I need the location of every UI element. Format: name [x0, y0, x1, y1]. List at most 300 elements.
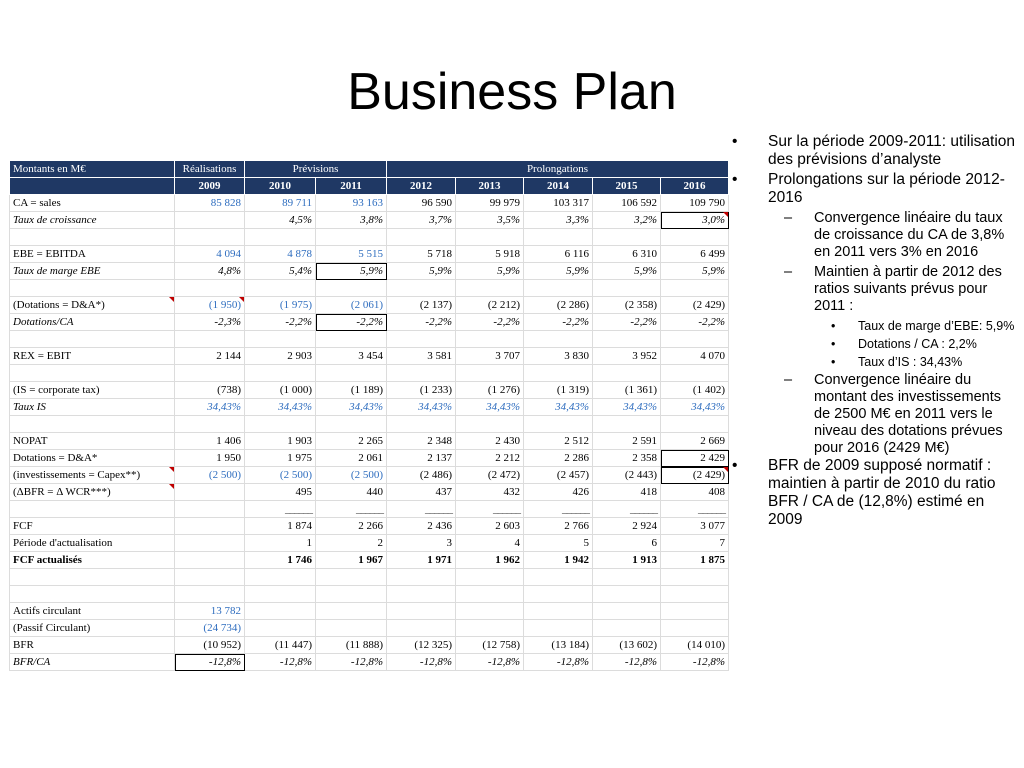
table-row — [10, 467, 729, 484]
table-cell: 1 971 — [387, 552, 456, 569]
row-label — [10, 280, 175, 297]
table-cell — [593, 365, 661, 382]
table-cell — [245, 586, 316, 603]
table-cell: 85 828 — [175, 195, 245, 212]
table-row — [10, 603, 729, 620]
table-cell: 3 952 — [593, 348, 661, 365]
table-cell: -2,2% — [593, 314, 661, 331]
table-cell: 6 116 — [524, 246, 593, 263]
table-cell: 437 — [387, 484, 456, 501]
row-label: Taux de croissance — [10, 212, 175, 229]
table-cell — [387, 620, 456, 637]
table-cell: 1 903 — [245, 433, 316, 450]
row-label: Actifs circulant — [10, 603, 175, 620]
table-cell: 34,43% — [456, 399, 524, 416]
table-row — [10, 501, 729, 518]
table-cell — [245, 229, 316, 246]
table-cell: (1 276) — [456, 382, 524, 399]
row-label: (Dotations = D&A*) — [10, 297, 175, 314]
table-cell: 1 967 — [316, 552, 387, 569]
row-label — [10, 501, 175, 518]
table-cell — [524, 331, 593, 348]
table-cell — [593, 603, 661, 620]
table-cell — [456, 416, 524, 433]
table-cell: 5,9% — [316, 263, 387, 280]
table-cell — [456, 229, 524, 246]
table-cell — [245, 620, 316, 637]
table-cell — [175, 569, 245, 586]
row-label: (ΔBFR = Δ WCR***) — [10, 484, 175, 501]
year-header: 2010 — [245, 178, 316, 195]
table-cell — [524, 365, 593, 382]
table-row — [10, 484, 729, 501]
table-cell — [245, 331, 316, 348]
table-cell: (13 602) — [593, 637, 661, 654]
table-row — [10, 416, 729, 433]
table-cell: (2 500) — [316, 467, 387, 484]
table-cell — [387, 416, 456, 433]
table-cell: (10 952) — [175, 637, 245, 654]
table-cell: 426 — [524, 484, 593, 501]
table-cell: 5 718 — [387, 246, 456, 263]
table-cell: 2 512 — [524, 433, 593, 450]
table-cell — [661, 569, 729, 586]
table-cell — [316, 586, 387, 603]
table-cell: -2,2% — [661, 314, 729, 331]
table-cell: -12,8% — [387, 654, 456, 671]
year-header: 2011 — [316, 178, 387, 195]
bullet-list — [730, 133, 1020, 531]
table-cell: 4 — [456, 535, 524, 552]
row-label: EBE = EBITDA — [10, 246, 175, 263]
table-cell — [387, 603, 456, 620]
table-cell: 4 878 — [245, 246, 316, 263]
row-label: Période d'actualisation — [10, 535, 175, 552]
table-cell — [175, 229, 245, 246]
table-cell: (2 429) — [661, 467, 729, 484]
table-row — [10, 365, 729, 382]
table-cell: 5,4% — [245, 263, 316, 280]
table-cell — [387, 280, 456, 297]
table-cell: 5,9% — [456, 263, 524, 280]
table-row — [10, 552, 729, 569]
row-label: CA = sales — [10, 195, 175, 212]
table-cell: (12 325) — [387, 637, 456, 654]
table-cell: 3 581 — [387, 348, 456, 365]
table-cell — [661, 229, 729, 246]
table-cell: 3,3% — [524, 212, 593, 229]
table-cell: 3,5% — [456, 212, 524, 229]
row-label: FCF — [10, 518, 175, 535]
table-cell: 89 711 — [245, 195, 316, 212]
row-label: Taux de marge EBE — [10, 263, 175, 280]
table-cell: (2 286) — [524, 297, 593, 314]
row-label: Dotations = D&A* — [10, 450, 175, 467]
row-label — [10, 569, 175, 586]
header-prolongations: Prolongations — [387, 161, 729, 178]
table-cell: 2 430 — [456, 433, 524, 450]
table-cell — [316, 280, 387, 297]
table-cell — [175, 535, 245, 552]
table-cell: 34,43% — [245, 399, 316, 416]
table-cell — [316, 365, 387, 382]
table-row — [10, 450, 729, 467]
table-cell: 3,7% — [387, 212, 456, 229]
table-cell: (2 137) — [387, 297, 456, 314]
table-cell: 2 348 — [387, 433, 456, 450]
table-cell — [661, 586, 729, 603]
row-label: NOPAT — [10, 433, 175, 450]
bullet-item-level-1: • Sur la période 2009-2011: utilisation des prévisions d’analyste — [730, 133, 1020, 169]
table-cell — [524, 229, 593, 246]
table-cell: 3 454 — [316, 348, 387, 365]
table-cell: 3 077 — [661, 518, 729, 535]
table-cell — [661, 280, 729, 297]
table-cell: -12,8% — [175, 654, 245, 671]
bullet-item-level-3: • Taux de marge d’EBE: 5,9% — [730, 319, 1020, 333]
table-cell — [456, 586, 524, 603]
table-cell: 5,9% — [524, 263, 593, 280]
table-cell: 13 782 — [175, 603, 245, 620]
table-cell: -2,2% — [245, 314, 316, 331]
table-cell: 418 — [593, 484, 661, 501]
table-cell: -12,8% — [456, 654, 524, 671]
table-cell: 34,43% — [387, 399, 456, 416]
table-cell: (1 319) — [524, 382, 593, 399]
table-cell: 34,43% — [524, 399, 593, 416]
table-cell: 34,43% — [593, 399, 661, 416]
table-row — [10, 569, 729, 586]
table-cell: 3,8% — [316, 212, 387, 229]
table-cell — [456, 331, 524, 348]
table-cell: 2 591 — [593, 433, 661, 450]
row-label — [10, 416, 175, 433]
table-cell — [175, 416, 245, 433]
table-cell: 2 429 — [661, 450, 729, 467]
table-row — [10, 518, 729, 535]
table-cell: (2 500) — [245, 467, 316, 484]
table-cell: 3 707 — [456, 348, 524, 365]
table-cell — [175, 331, 245, 348]
table-row — [10, 348, 729, 365]
table-cell: -12,8% — [593, 654, 661, 671]
table-cell: 1 950 — [175, 450, 245, 467]
table-cell — [316, 416, 387, 433]
table-cell: (24 734) — [175, 620, 245, 637]
table-cell: (14 010) — [661, 637, 729, 654]
table-cell: 4,8% — [175, 263, 245, 280]
table-cell — [316, 229, 387, 246]
table-cell: 1 874 — [245, 518, 316, 535]
table-cell — [245, 365, 316, 382]
table-row — [10, 195, 729, 212]
table-cell: 5 515 — [316, 246, 387, 263]
table-row — [10, 399, 729, 416]
table-cell: 34,43% — [316, 399, 387, 416]
table-cell — [175, 518, 245, 535]
table-cell — [175, 484, 245, 501]
row-label: (investissements = Capex**) — [10, 467, 175, 484]
year-header: 2014 — [524, 178, 593, 195]
table-cell — [175, 586, 245, 603]
table-cell: 1 962 — [456, 552, 524, 569]
table-cell — [175, 212, 245, 229]
row-label: BFR — [10, 637, 175, 654]
table-cell — [245, 569, 316, 586]
header-previsions: Prévisions — [245, 161, 387, 178]
table-row — [10, 246, 729, 263]
table-cell: 2 137 — [387, 450, 456, 467]
table-cell: 4 070 — [661, 348, 729, 365]
table-cell: (11 447) — [245, 637, 316, 654]
row-label: FCF actualisés — [10, 552, 175, 569]
table-cell: 2 265 — [316, 433, 387, 450]
table-header-row — [10, 161, 729, 178]
table-cell: 6 310 — [593, 246, 661, 263]
table-cell: 2 212 — [456, 450, 524, 467]
table-cell — [661, 620, 729, 637]
row-label — [10, 229, 175, 246]
table-cell: 2 286 — [524, 450, 593, 467]
bullet-item-level-1: • BFR de 2009 supposé normatif : maintien à partir de 2010 du ratio BFR / CA de (12,8%) estimé en 2009 — [730, 457, 1020, 529]
bullet-item-level-3: • Taux d’IS : 34,43% — [730, 355, 1020, 369]
table-cell — [593, 620, 661, 637]
table-cell: 6 — [593, 535, 661, 552]
year-header: 2015 — [593, 178, 661, 195]
header-realisations: Réalisations — [175, 161, 245, 178]
table-cell: (2 500) — [175, 467, 245, 484]
business-plan-table — [9, 160, 729, 671]
table-cell — [593, 229, 661, 246]
table-row — [10, 620, 729, 637]
row-label — [10, 331, 175, 348]
table-cell: 7 — [661, 535, 729, 552]
table-cell: (2 457) — [524, 467, 593, 484]
table-cell: ______ — [524, 501, 593, 518]
header-corner: Montants en M€ — [10, 161, 175, 178]
year-header: 2013 — [456, 178, 524, 195]
table-cell: 1 — [245, 535, 316, 552]
table-cell: 5 — [524, 535, 593, 552]
table-cell: (1 950) — [175, 297, 245, 314]
row-label — [10, 586, 175, 603]
table-cell: (2 486) — [387, 467, 456, 484]
table-cell: -2,3% — [175, 314, 245, 331]
table-cell: (1 000) — [245, 382, 316, 399]
table-cell: (1 975) — [245, 297, 316, 314]
table-cell: 1 406 — [175, 433, 245, 450]
table-cell: 93 163 — [316, 195, 387, 212]
table-cell: (2 472) — [456, 467, 524, 484]
table-cell: 2 436 — [387, 518, 456, 535]
table-cell: 3,0% — [661, 212, 729, 229]
table-cell — [593, 280, 661, 297]
table-cell — [175, 365, 245, 382]
table-cell — [387, 586, 456, 603]
row-label: Dotations/CA — [10, 314, 175, 331]
bullet-item-level-3: • Dotations / CA : 2,2% — [730, 337, 1020, 351]
table-cell: 6 499 — [661, 246, 729, 263]
table-cell: (1 361) — [593, 382, 661, 399]
year-header: 2012 — [387, 178, 456, 195]
table-cell: ______ — [387, 501, 456, 518]
table-row — [10, 637, 729, 654]
table-cell: ______ — [245, 501, 316, 518]
table-cell: (1 189) — [316, 382, 387, 399]
table-cell: ______ — [661, 501, 729, 518]
table-cell: 99 979 — [456, 195, 524, 212]
header-blank — [10, 178, 175, 195]
table-cell — [245, 416, 316, 433]
table-cell — [456, 569, 524, 586]
table-cell: 1 913 — [593, 552, 661, 569]
table-cell — [661, 365, 729, 382]
table-cell — [524, 603, 593, 620]
table-cell — [316, 620, 387, 637]
table-cell — [387, 365, 456, 382]
table-cell: 2 903 — [245, 348, 316, 365]
table-row — [10, 331, 729, 348]
table-cell: (1 233) — [387, 382, 456, 399]
bullet-item-level-2: – Convergence linéaire du montant des investissements de 2500 M€ en 2011 vers le niveau des dotations prévues pour 2016 (2429 M€) — [730, 372, 1020, 457]
table-cell: 495 — [245, 484, 316, 501]
bullet-item-level-1: • Prolongations sur la période 2012-2016 — [730, 171, 1020, 207]
table-cell: (2 212) — [456, 297, 524, 314]
table-cell — [175, 552, 245, 569]
table-cell — [175, 501, 245, 518]
table-cell: -2,2% — [456, 314, 524, 331]
table-row — [10, 229, 729, 246]
table-cell: 3 — [387, 535, 456, 552]
table-cell — [175, 280, 245, 297]
year-header: 2009 — [175, 178, 245, 195]
row-label: (IS = corporate tax) — [10, 382, 175, 399]
table-cell: (2 443) — [593, 467, 661, 484]
table-cell — [245, 280, 316, 297]
table-cell: -12,8% — [661, 654, 729, 671]
row-label — [10, 365, 175, 382]
table-cell: 1 875 — [661, 552, 729, 569]
table-cell — [593, 331, 661, 348]
table-cell: 96 590 — [387, 195, 456, 212]
bullet-item-level-2: – Convergence linéaire du taux de croissance du CA de 3,8% en 2011 vers 3% en 2016 — [730, 210, 1020, 261]
table-cell: (2 358) — [593, 297, 661, 314]
table-cell: 2 603 — [456, 518, 524, 535]
table-cell — [456, 603, 524, 620]
table-cell — [456, 280, 524, 297]
table-cell: (13 184) — [524, 637, 593, 654]
table-cell: ______ — [456, 501, 524, 518]
table-cell: -12,8% — [524, 654, 593, 671]
table-cell: 2 358 — [593, 450, 661, 467]
table-cell: -12,8% — [316, 654, 387, 671]
table-cell — [316, 331, 387, 348]
table-cell: 5,9% — [661, 263, 729, 280]
table-cell: (2 429) — [661, 297, 729, 314]
table-cell: (2 061) — [316, 297, 387, 314]
table-cell: 2 061 — [316, 450, 387, 467]
table-row — [10, 586, 729, 603]
table-cell: (1 402) — [661, 382, 729, 399]
table-row — [10, 280, 729, 297]
table-row — [10, 654, 729, 671]
row-label: Taux IS — [10, 399, 175, 416]
table-cell: 432 — [456, 484, 524, 501]
table-cell — [456, 365, 524, 382]
table-cell: (11 888) — [316, 637, 387, 654]
table-cell — [524, 620, 593, 637]
table-cell: 34,43% — [175, 399, 245, 416]
table-cell: 2 766 — [524, 518, 593, 535]
table-cell — [524, 280, 593, 297]
table-cell: -2,2% — [387, 314, 456, 331]
table-cell: (12 758) — [456, 637, 524, 654]
table-cell: 2 144 — [175, 348, 245, 365]
table-cell — [316, 569, 387, 586]
table-cell: 1 942 — [524, 552, 593, 569]
table-cell: 1 746 — [245, 552, 316, 569]
table-cell: 5,9% — [387, 263, 456, 280]
table-cell: ______ — [593, 501, 661, 518]
table-cell: -2,2% — [316, 314, 387, 331]
table-cell: 106 592 — [593, 195, 661, 212]
table-cell: (738) — [175, 382, 245, 399]
bullet-item-level-2: – Maintien à partir de 2012 des ratios suivants prévus pour 2011 : — [730, 264, 1020, 315]
table-cell: 2 669 — [661, 433, 729, 450]
table-cell: -12,8% — [245, 654, 316, 671]
table-row — [10, 382, 729, 399]
table-cell — [524, 416, 593, 433]
slide-title: Business Plan — [347, 63, 677, 121]
table-cell: 408 — [661, 484, 729, 501]
table-cell — [661, 416, 729, 433]
table-cell: 109 790 — [661, 195, 729, 212]
table-cell — [316, 603, 387, 620]
table-row — [10, 263, 729, 280]
table-cell: 2 924 — [593, 518, 661, 535]
table-cell — [387, 569, 456, 586]
table-cell: 3,2% — [593, 212, 661, 229]
table-row — [10, 535, 729, 552]
table-cell — [661, 331, 729, 348]
table-cell: 440 — [316, 484, 387, 501]
table-cell: 2 266 — [316, 518, 387, 535]
table-cell: ______ — [316, 501, 387, 518]
table-cell — [593, 586, 661, 603]
table-cell: 1 975 — [245, 450, 316, 467]
table-years-row — [10, 178, 729, 195]
table-row — [10, 314, 729, 331]
table-cell — [593, 569, 661, 586]
table-row — [10, 433, 729, 450]
year-header: 2016 — [661, 178, 729, 195]
table-cell — [245, 603, 316, 620]
table-cell: 5,9% — [593, 263, 661, 280]
table-row — [10, 297, 729, 314]
table-cell: 4 094 — [175, 246, 245, 263]
row-label: BFR/CA — [10, 654, 175, 671]
table-cell: 34,43% — [661, 399, 729, 416]
row-label: (Passif Circulant) — [10, 620, 175, 637]
table-row — [10, 212, 729, 229]
table-cell — [387, 229, 456, 246]
table-cell — [593, 416, 661, 433]
table-cell: -2,2% — [524, 314, 593, 331]
table-cell: 4,5% — [245, 212, 316, 229]
table-cell — [524, 586, 593, 603]
table-cell — [524, 569, 593, 586]
table-cell — [661, 603, 729, 620]
